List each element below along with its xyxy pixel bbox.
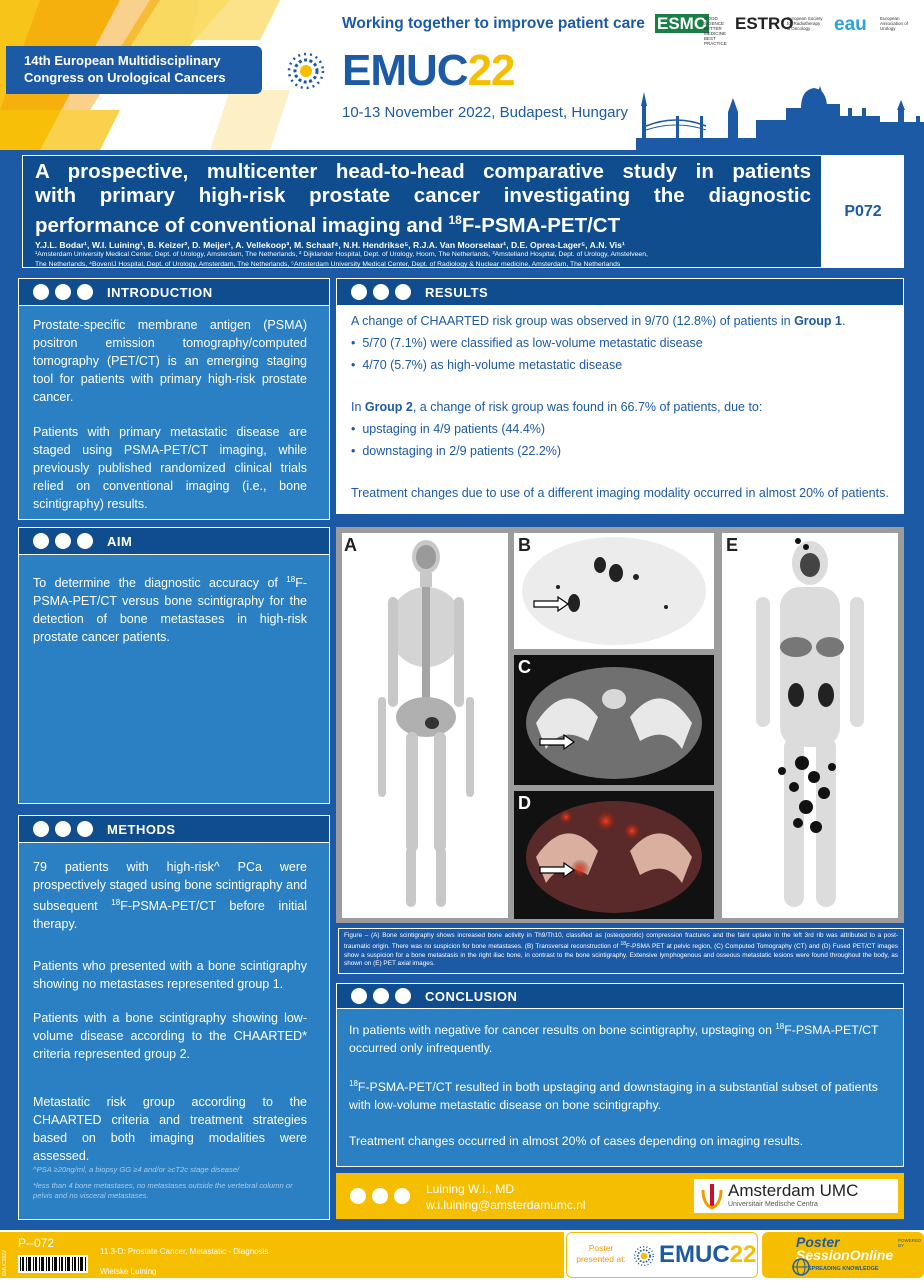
contact-info <box>426 1181 586 1213</box>
caption-sup: 18 <box>620 941 627 948</box>
methods-p2: Patients who presented with a bone scintigraphy showing no metastases represented group 1. <box>33 959 307 992</box>
figure-panel <box>336 527 904 923</box>
methods-p1 <box>33 858 307 933</box>
results-group2: Group 2 <box>364 400 413 414</box>
aim-heading: AIM <box>107 533 133 549</box>
emuc-logo-year: 22 <box>467 46 515 95</box>
poster-title <box>35 160 811 238</box>
introduction-heading: INTRODUCTION <box>107 284 213 300</box>
methods-note-2: *less than 4 bone metastases, no metastases outside the vertebral column or pelvis and no visceral metastases. <box>33 1181 293 1200</box>
title-sup: 18 <box>448 213 462 227</box>
methods-p1-pre: 79 patients with high-risk^ PCa were prospectively staged using bone scintigraphy and subsequent <box>33 860 307 914</box>
congress-dates: 10-13 November 2022, Budapest, Hungary <box>342 104 629 121</box>
conclusion-p1 <box>349 1018 895 1057</box>
introduction-text <box>33 316 307 530</box>
footer-emuc-box <box>566 1232 758 1278</box>
results-bullet-2: • 4/70 (5.7%) as high-volume metastatic disease <box>351 358 623 372</box>
estro-text: ESTRO <box>735 14 794 33</box>
esmo-logo <box>655 14 709 34</box>
conclusion-p1-sup: 18 <box>775 1022 785 1031</box>
pso-tagline: SPREADING KNOWLEDGE <box>808 1266 879 1272</box>
title-line-3-post: F-PSMA-PET/CT <box>461 213 621 237</box>
results-text <box>351 312 891 502</box>
dots-icon <box>351 284 411 300</box>
methods-header <box>18 815 330 843</box>
globe-icon <box>790 1256 812 1278</box>
emuc-logo <box>286 46 515 96</box>
aim-header <box>18 527 330 555</box>
pso-powered: POWERED BY <box>898 1238 922 1248</box>
eau-text: eau <box>834 14 867 35</box>
conclusion-p2-post: F-PSMA-PET/CT resulted in both upstaging and downstaging in a substantial subset of patients with low-volume metastatic disease on bone scintigraphy. <box>349 1080 878 1113</box>
dots-icon <box>33 821 93 837</box>
pso-line-1: Poster <box>796 1234 840 1250</box>
footer-info <box>96 1232 564 1278</box>
methods-notes <box>33 1165 309 1201</box>
dots-icon <box>350 1188 410 1204</box>
sun-icon <box>286 51 326 91</box>
ct-image <box>514 655 714 785</box>
aim-p1-post: F-PSMA-PET/CT versus bone scintigraphy for the detection of bone metastases in high-risk prostate cancer patients. <box>33 576 307 645</box>
results-b1: 5/70 (7.1%) were classified as low-volume metastatic disease <box>362 336 703 350</box>
conclusion-text <box>349 1018 895 1167</box>
results-heading: RESULTS <box>425 284 489 300</box>
contact-name: Luining W.I., MD <box>426 1182 515 1196</box>
aim-sup: 18 <box>286 575 296 584</box>
dots-icon <box>351 988 411 1004</box>
poster-session-online-logo <box>762 1232 924 1278</box>
results-group1: Group 1 <box>794 314 842 328</box>
amsterdam-umc-icon <box>700 1182 724 1210</box>
footer-emuc-logo <box>659 1241 756 1269</box>
footer <box>0 1230 924 1280</box>
caption-pre: Figure – (A) Bone scintigraphy shows increased bone activity in Th9/Th10, classified as (osteoporotic) compression fractures and the faint uptake in the left 3rd rib was attributed to a post-traumatic origin. There was no suspicion for bone metastases. (B) Transversal reconstruction of <box>344 932 898 951</box>
introduction-header <box>18 278 330 306</box>
figure-label-d: D <box>518 793 531 813</box>
methods-heading: METHODS <box>107 821 176 837</box>
pet-mip-image <box>722 533 898 918</box>
esmo-text: ESMO <box>657 14 708 33</box>
tagline: Working together to improve patient care <box>342 15 645 32</box>
footer-poster-code: P--072 <box>18 1236 55 1250</box>
aim-text <box>33 571 307 646</box>
amsterdam-umc-logo <box>694 1179 898 1213</box>
header <box>0 0 924 150</box>
caption-post: F-PSMA PET at pelvic region, (C) Computed Tomography (CT) and (D) Fused PET/CT images show a suspicion for a bone metastasis in the right iliac bone, in contrast to the bone scintigraphy. Extensive lymphogenous and osseous metastatic lesions were found throughout the body, as shown on (E) PET axial images. <box>344 943 898 968</box>
results-bullet-1: • 5/70 (7.1%) were classified as low-volume metastatic disease <box>351 336 703 350</box>
amsterdam-umc-subtitle: Universitair Medische Centra <box>728 1201 818 1208</box>
results-b3: upstaging in 4/9 patients (44.4%) <box>362 422 546 436</box>
contact-email[interactable]: w.i.luining@amsterdamumc.nl <box>426 1198 586 1212</box>
footer-sun-icon <box>633 1245 655 1267</box>
title-line-2: with primary high-risk prostate cancer investigating the diagnostic <box>35 184 811 207</box>
figure-label-e: E <box>726 535 739 555</box>
methods-note-1: ^PSA ≥20ng/ml, a biopsy GG ≥4 and/or ≥cT2c stage disease/ <box>33 1165 240 1174</box>
congress-line-2: Congress on Urological Cancers <box>24 70 226 85</box>
conclusion-p1-post: F-PSMA-PET/CT occurred only infrequently. <box>349 1023 879 1056</box>
methods-p1-post: F-PSMA-PET/CT before initial therapy. <box>33 899 308 932</box>
results-l2-pre: In <box>351 400 365 414</box>
results-l2-post: , a change of risk group was found in 66.7% of patients, due to: <box>412 400 763 414</box>
methods-p4: Metastatic risk group according to the CHAARTED criteria and treatment strategies based on both imaging modalities were assessed. <box>33 1095 307 1164</box>
title-line-3-pre: performance of conventional imaging and <box>35 213 449 237</box>
methods-sup: 18 <box>111 898 121 907</box>
conclusion-p1-pre: In patients with negative for cancer results on bone scintigraphy, upstaging on <box>349 1023 776 1038</box>
title-line-3 <box>35 208 811 238</box>
footer-category: 11.3-D: Prostate Cancer, Metastatic - Diagnosis <box>100 1247 269 1256</box>
eau-subtitle: European Association of Urology <box>880 16 909 31</box>
footer-emuc-year: 22 <box>729 1241 757 1268</box>
conclusion-p2 <box>349 1075 895 1114</box>
results-line-3: Treatment changes due to use of a different imaging modality occurred in almost 20% of patients. <box>351 486 889 500</box>
footer-emuc-text: EMUC <box>659 1241 730 1268</box>
figure-label-a: A <box>344 535 357 555</box>
dots-icon <box>33 533 93 549</box>
conclusion-heading: CONCLUSION <box>425 988 518 1004</box>
barcode-icon <box>18 1255 88 1273</box>
bone-scan-image <box>342 533 508 918</box>
budapest-skyline-icon <box>636 86 924 150</box>
affiliations-line-1: ¹Amsterdam University Medical Center, Dept. of Urology, Amsterdam, The Netherlands, ² Dijklander Hospital, Dept. of Urology, Hoorn, The Netherlands, ³Amstelland Hospital, Dept. of Urology, Amstelveen, <box>35 250 648 258</box>
title-line-1: A prospective, multicenter head-to-head comparative study in patients <box>35 160 811 183</box>
figure-label-c: C <box>518 657 531 677</box>
results-bullet-3: • upstaging in 4/9 patients (44.4%) <box>351 422 546 436</box>
pet-ct-fused-image <box>514 791 714 919</box>
dots-icon <box>33 284 93 300</box>
affiliations-line-2: The Netherlands, ⁴BovenIJ Hospital, Dept. of Urology, Amsterdam, The Netherlands, ⁵Amsterdam University Medical Center, Dept. of Radiology & Nuclear medicine, Amsterdam, The Netherlands <box>35 260 621 268</box>
contact-bar <box>336 1173 904 1219</box>
title-block <box>22 155 822 268</box>
conclusion-p2-sup: 18 <box>349 1079 358 1089</box>
emuc-logo-text: EMUC <box>342 46 468 95</box>
esmo-subtitle: GOOD SCIENCE BETTER MEDICINE BEST PRACTICE <box>704 16 727 46</box>
footer-presented-1: Poster <box>588 1243 614 1253</box>
results-l1-post: . <box>841 314 846 328</box>
footer-presented-at <box>573 1243 629 1265</box>
estro-subtitle: European Society for Radiotherapy & Oncology <box>787 16 823 31</box>
poster-id: P072 <box>822 155 904 268</box>
congress-line-1: 14th European Multidisciplinary <box>24 53 221 68</box>
results-bullet-4: • downstaging in 2/9 patients (22.2%) <box>351 444 562 458</box>
pso-line-2: SessionOnline <box>796 1247 894 1263</box>
amsterdam-umc-name: Amsterdam UMC <box>728 1181 859 1200</box>
figure-caption <box>338 928 904 974</box>
methods-p3: Patients with a bone scintigraphy showing low-volume disease according to the CHAARTED* criteria represented group 2. <box>33 1011 307 1062</box>
introduction-p2: Patients with primary metastatic disease are staged using PSMA-PET/CT imaging, while previously published randomized clinical trials relied on conventional imaging (i.e., bone scintigraphy) results. <box>33 425 307 511</box>
footer-code-box <box>0 1232 96 1278</box>
results-l1-pre: A change of CHAARTED risk group was observed in 9/70 (12.8%) of patients in <box>351 314 795 328</box>
pet-transversal-image <box>514 533 714 649</box>
footer-side-label: EMUC2022 <box>2 1250 8 1276</box>
aim-p1-pre: To determine the diagnostic accuracy of <box>33 576 287 591</box>
results-b4: downstaging in 2/9 patients (22.2%) <box>362 444 562 458</box>
medical-images <box>336 527 904 923</box>
introduction-p1: Prostate-specific membrane antigen (PSMA) positron emission tomography/computed tomography (PET/CT) is an emerging staging tool for patients with primary high-risk prostate cancer. <box>33 318 307 404</box>
results-line-1 <box>351 312 891 330</box>
results-b2: 4/70 (5.7%) as high-volume metastatic disease <box>362 358 623 372</box>
congress-name-box <box>6 46 262 94</box>
conclusion-header <box>336 983 904 1009</box>
authors: Y.J.L. Bodar¹, W.I. Luining¹, B. Keizer², D. Meijer¹, A. Vellekoop³, M. Schaaf⁴, N.H. Hendrikse⁵, R.J.A. Van Moorselaar¹, D.E. Oprea-Lager⁵, A.N. Vis¹ <box>35 239 625 250</box>
footer-presenter: Wietske Luining <box>100 1267 157 1276</box>
figure-label-b: B <box>518 535 531 555</box>
conclusion-p3: Treatment changes occurred in almost 20% of cases depending on imaging results. <box>349 1134 804 1149</box>
footer-presented-2: presented at: <box>576 1254 626 1264</box>
methods-text <box>33 858 307 1182</box>
results-header <box>336 278 904 306</box>
results-line-2 <box>351 398 891 416</box>
